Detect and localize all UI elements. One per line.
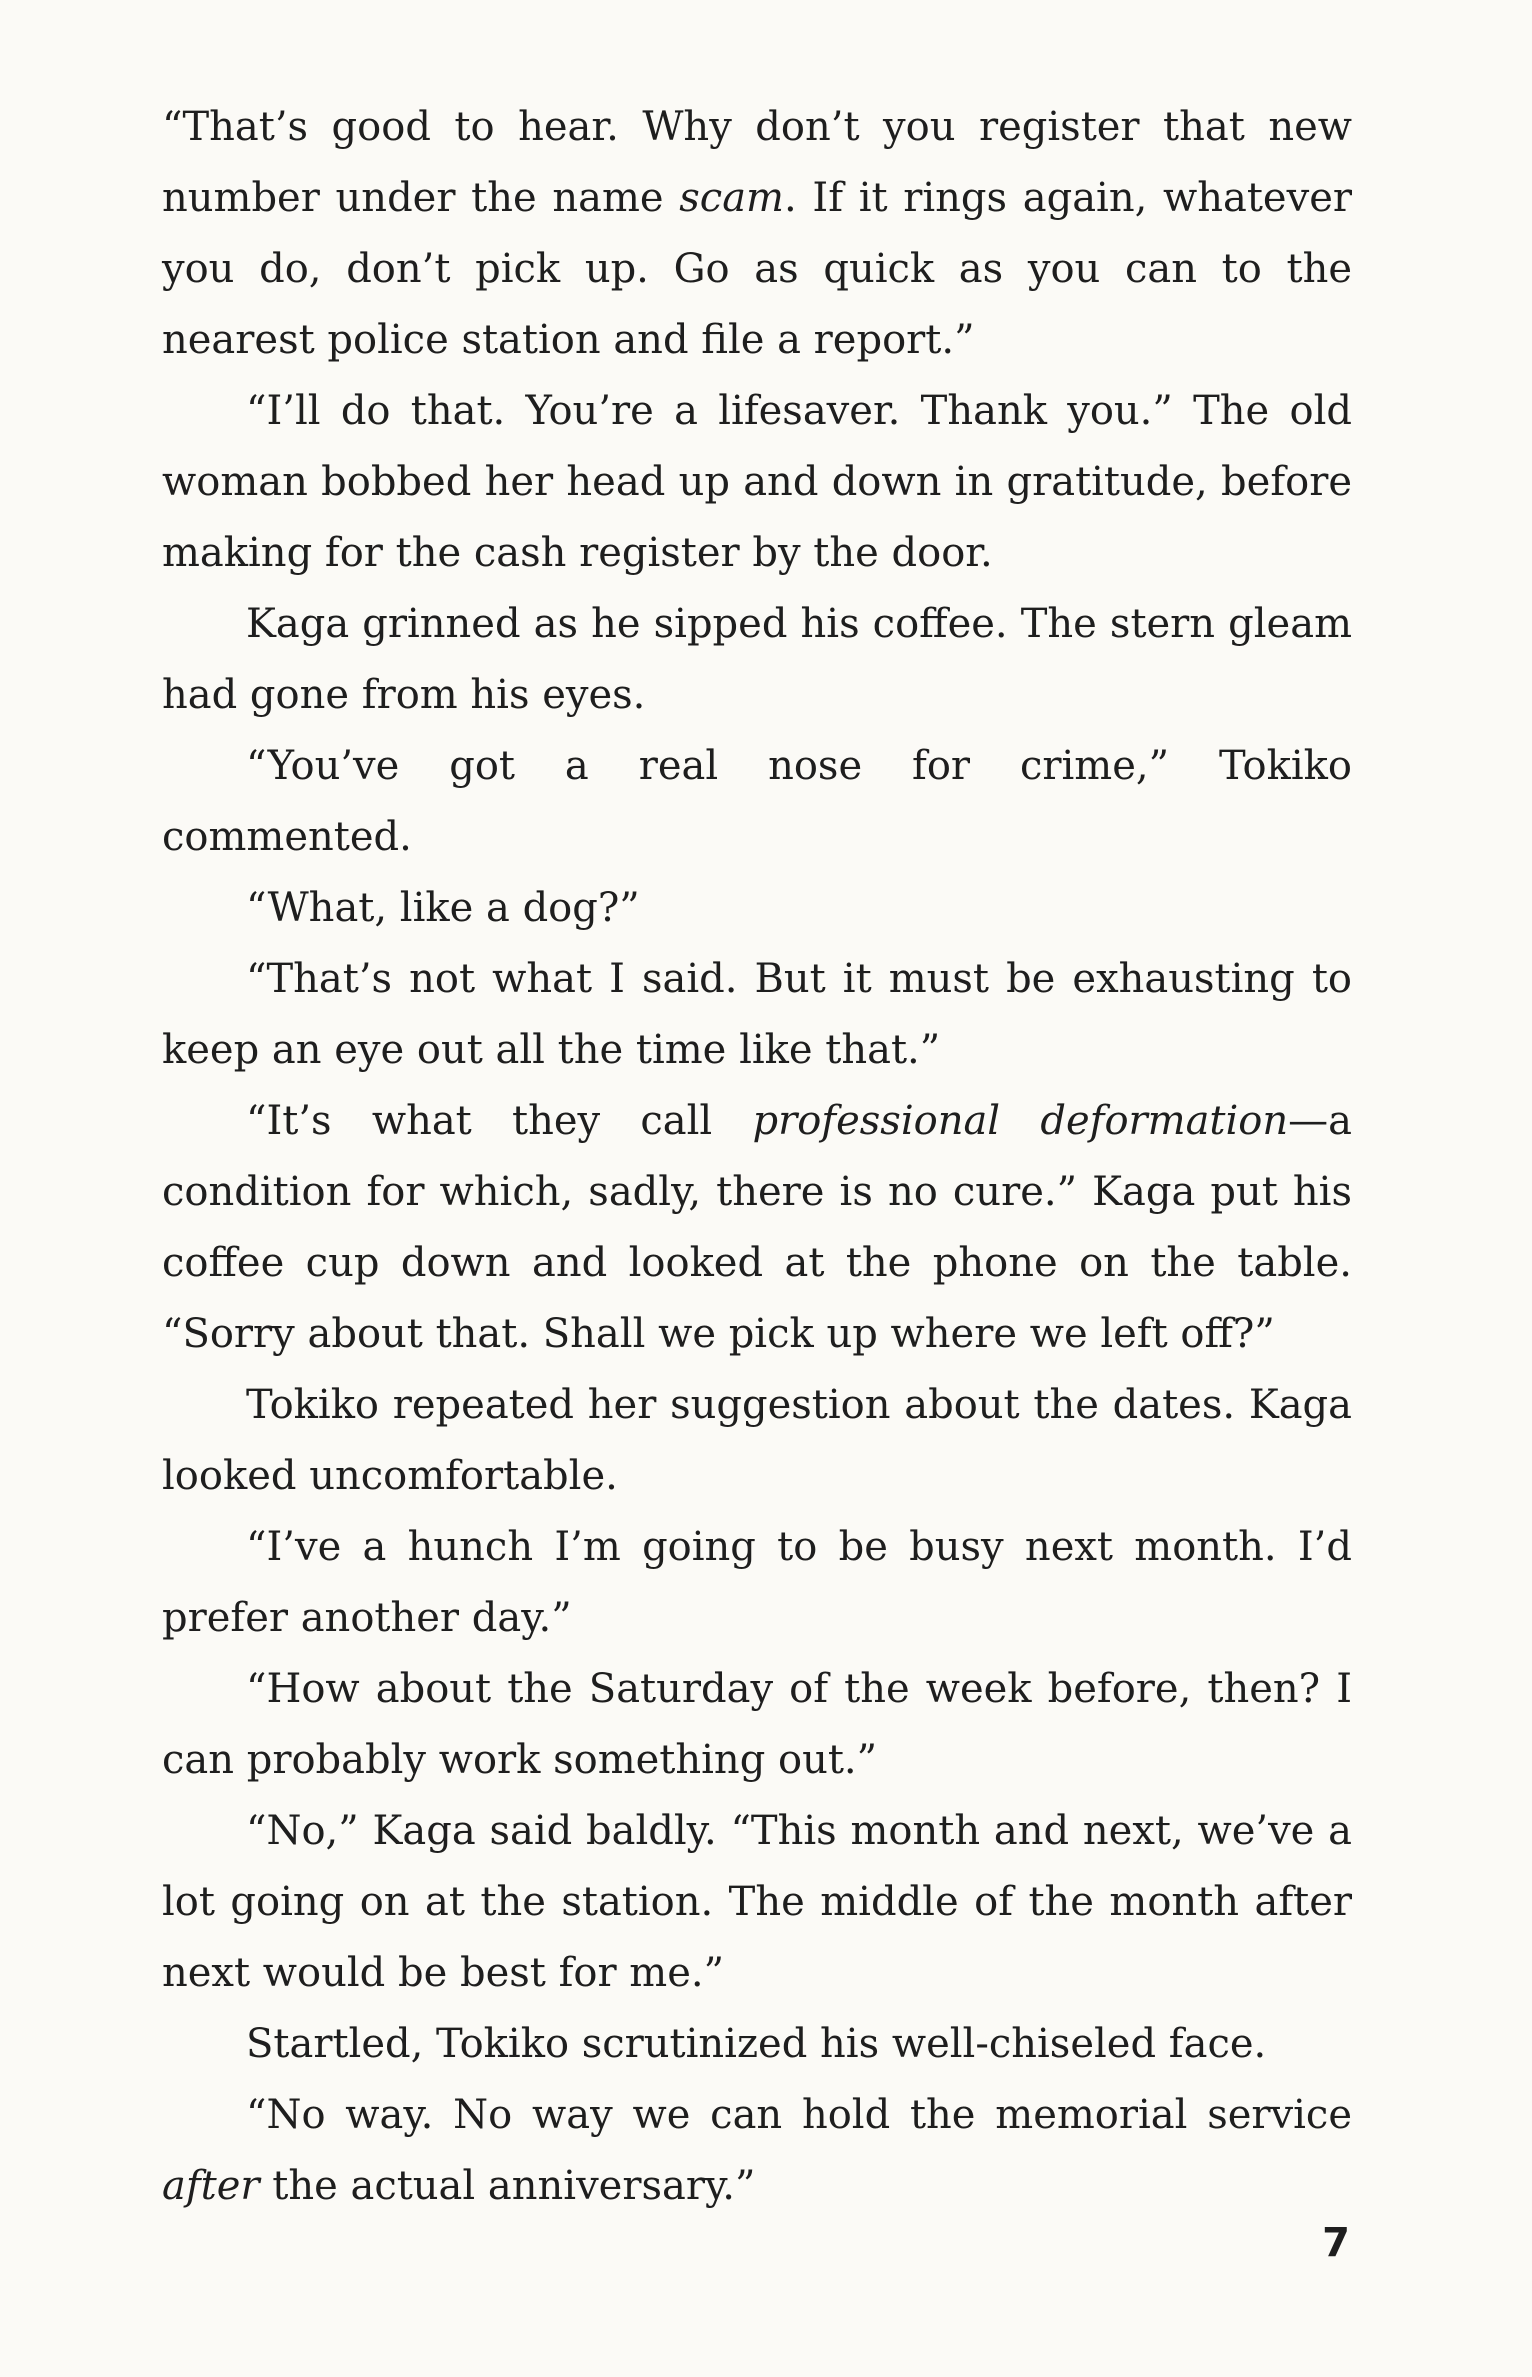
paragraph <box>162 92 1352 376</box>
paragraph <box>162 944 1352 1086</box>
paragraph <box>162 1512 1352 1654</box>
paragraph <box>162 1370 1352 1512</box>
text-run: the actual anniversary.” <box>259 2163 756 2209</box>
italic-text: professional deformation <box>752 1098 1289 1144</box>
text-run: “It’s what they call <box>246 1098 753 1144</box>
text-run: “How about the Saturday of the week before, then? I can probably work something out.” <box>162 1666 1352 1783</box>
italic-text: scam <box>679 175 784 221</box>
text-run: “No,” Kaga said baldly. “This month and next, we’ve a lot going on at the station. The middle of the month after next would be best for me.” <box>162 1808 1352 1996</box>
text-run: “You’ve got a real nose for crime,” Tokiko commented. <box>162 743 1352 860</box>
text-run: Kaga grinned as he sipped his coffee. The stern gleam had gone from his eyes. <box>162 601 1352 718</box>
page-number: 7 <box>1322 2220 1350 2266</box>
text-run: “I’ll do that. You’re a lifesaver. Thank you.” The old woman bobbed her head up and down in gratitude, before making for the cash register by the door. <box>162 388 1352 576</box>
text-run: . If it rings again, whatever you do, don’t pick up. Go as quick as you can to the nearest police station and file a report.” <box>162 175 1352 363</box>
text-run: Tokiko repeated her suggestion about the dates. Kaga looked uncomfortable. <box>162 1382 1352 1499</box>
text-run: “That’s good to hear. Why don’t you register that new number under the name <box>162 104 1352 221</box>
text-run: “I’ve a hunch I’m going to be busy next month. I’d prefer another day.” <box>162 1524 1352 1641</box>
text-run: —a condition for which, sadly, there is no cure.” Kaga put his coffee cup down and looked at the phone on the table. “Sorry about that. Shall we pick up where we left off?” <box>162 1098 1352 1357</box>
text-run: Startled, Tokiko scrutinized his well-chiseled face. <box>246 2021 1267 2067</box>
paragraph <box>162 1796 1352 2009</box>
paragraph <box>162 589 1352 731</box>
paragraph <box>162 873 1352 944</box>
text-run: “No way. No way we can hold the memorial service <box>246 2092 1352 2138</box>
paragraph <box>162 2009 1352 2080</box>
paragraph <box>162 2080 1352 2222</box>
paragraph <box>162 376 1352 589</box>
paragraph <box>162 731 1352 873</box>
text-run: “That’s not what I said. But it must be exhausting to keep an eye out all the time like that.” <box>162 956 1352 1073</box>
text-run: “What, like a dog?” <box>246 885 640 931</box>
paragraph <box>162 1654 1352 1796</box>
italic-text: after <box>162 2163 260 2209</box>
body-text <box>162 92 1352 2222</box>
paragraph <box>162 1086 1352 1370</box>
